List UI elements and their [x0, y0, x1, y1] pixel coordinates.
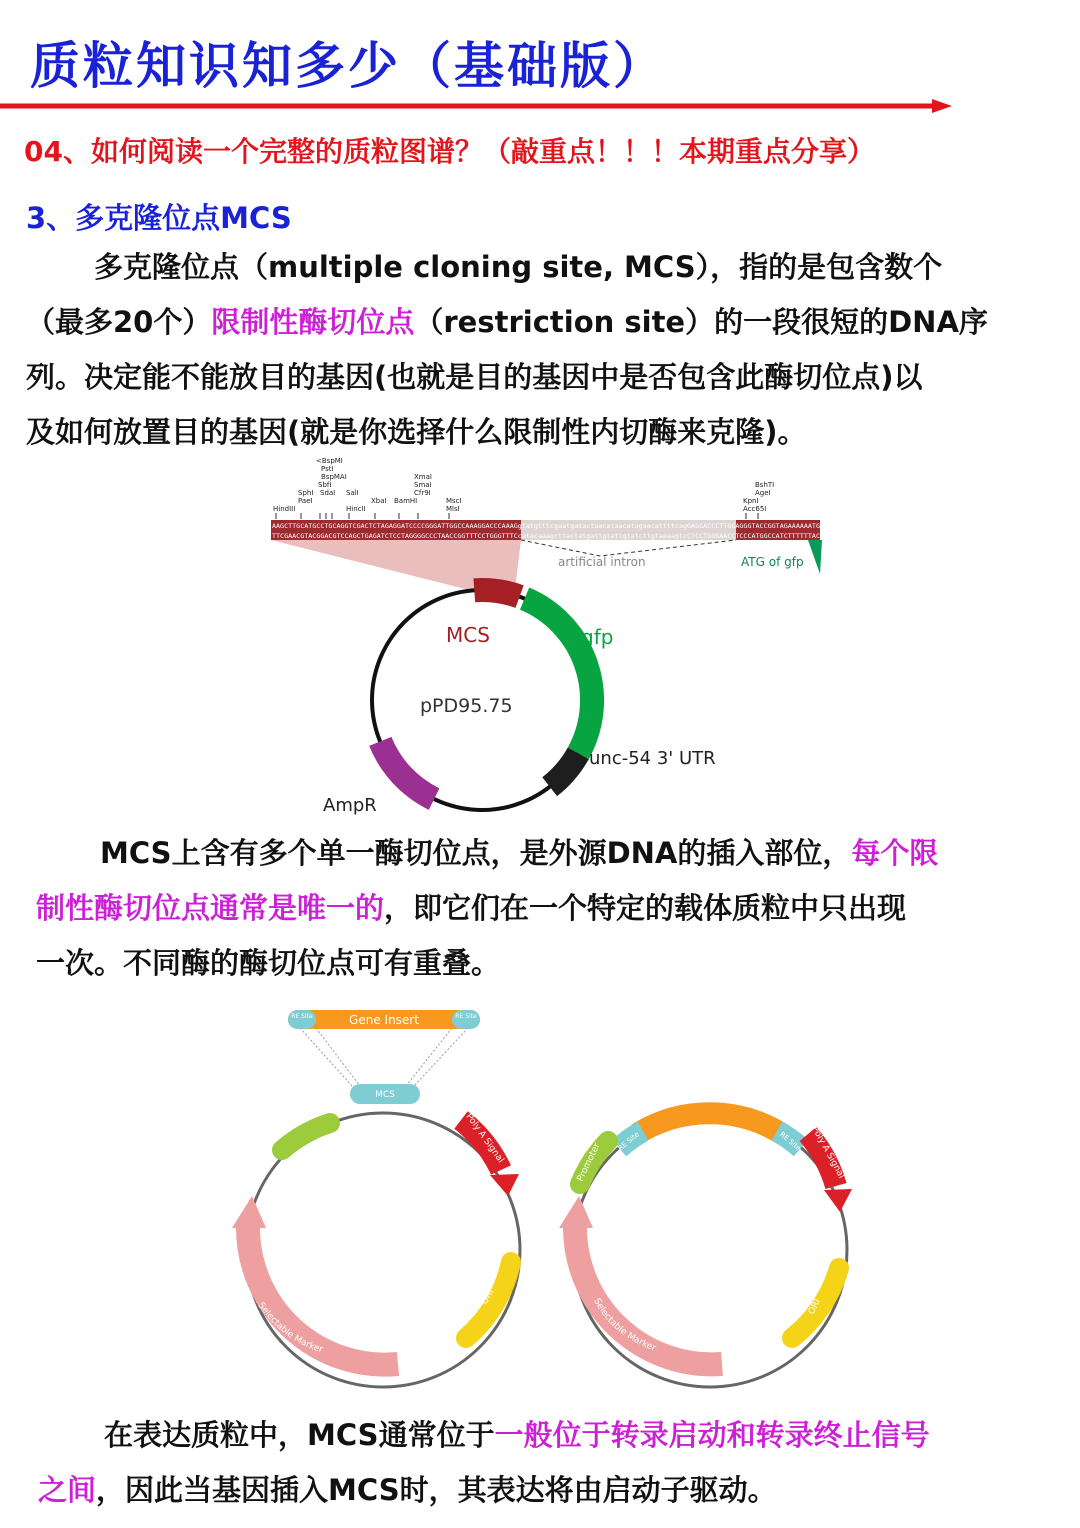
site-label-agei: AgeI — [755, 489, 771, 497]
ppd95-75-plasmid-figure — [0, 450, 1080, 820]
poly-a-arrowhead — [490, 1174, 519, 1196]
paragraph-line — [36, 826, 938, 881]
site-label-kpni: KpnI — [743, 497, 759, 505]
site-label-msci: MscI — [446, 497, 462, 505]
ampr-label: AmpR — [323, 795, 377, 816]
intron-label: artificial intron — [558, 555, 646, 569]
selectable-marker-arrowhead — [232, 1196, 266, 1228]
highlight-text: 制性酶切位点通常是唯一的 — [36, 891, 385, 925]
gene-insert-label: Gene Insert — [349, 1013, 419, 1027]
plasmid-backbone — [573, 1113, 847, 1387]
selectable-marker-label: Selectable Marker — [591, 1296, 658, 1354]
site-label-mlsi: MlsI — [446, 505, 460, 513]
paragraph-text: ，因此当基因插入MCS时，其表达将由启动子驱动。 — [96, 1473, 777, 1507]
intron-bracket — [521, 540, 736, 556]
paragraph-line: 列。决定能不能放目的基因(也就是目的基因中是否包含此酶切位点)以 — [26, 360, 923, 394]
title-underline-arrow — [0, 96, 960, 116]
paragraph-line: 一次。不同酶的酶切位点可有重叠。 — [36, 946, 501, 980]
site-label-xmai: XmaI — [414, 473, 432, 481]
paragraph-line — [26, 295, 988, 350]
ori-label: ORI — [479, 1287, 497, 1307]
site-label-paei: PaeI — [298, 497, 313, 505]
paragraph-line — [36, 881, 938, 936]
re-site-label: RE Site — [616, 1130, 641, 1153]
poly-a-label: Poly A Signal — [809, 1124, 847, 1181]
expression-plasmid-figure — [0, 1000, 1080, 1400]
subsection-heading: 3、多克隆位点MCS — [26, 201, 292, 235]
utr-label: unc-54 3' UTR — [589, 748, 716, 769]
highlight-text: 每个限 — [851, 836, 939, 870]
site-label-smai: SmaI — [414, 481, 432, 489]
paragraph-text: （最多20个） — [26, 305, 212, 339]
site-label-sdai: SdaI — [320, 489, 336, 497]
gfp-label: gfp — [581, 625, 614, 649]
atg-label: ATG of gfp — [741, 555, 804, 569]
mcs-uniqueness-paragraph — [36, 826, 938, 991]
page-title: 质粒知识知多少（基础版） — [30, 37, 666, 95]
sequence-bottom-strand: TTCGAACGTACGGACGTCCAGCTGAGATCTCCTAGGGGCCCTAACCGGTTTCCTGGGTTTCcatacaaagcttactatgattgtattgtatcttgtaaaagtcCTCCTGGGAACCTCCCATGGCCATCTTTTTTAC — [272, 532, 821, 540]
poly-a-label: Poly A Signal — [463, 1111, 506, 1166]
site-label-xbai: XbaI — [371, 497, 387, 505]
paragraph-line: 多克隆位点（multiple cloning site, MCS），指的是包含数个 — [94, 250, 943, 284]
site-label-psti: PstI — [321, 465, 334, 473]
utr-segment — [550, 753, 579, 786]
promoter-label: Promoter — [278, 1104, 320, 1135]
poly-a-arrowhead — [824, 1189, 852, 1212]
paragraph-line — [38, 1408, 930, 1463]
highlight-text: 一般位于转录启动和转录终止信号 — [494, 1418, 930, 1452]
site-label-sali: SalI — [346, 489, 359, 497]
paragraph-text: 在表达质粒中，MCS通常位于 — [104, 1418, 495, 1452]
site-label-sphi: SphI — [298, 489, 314, 497]
expression-plasmid-paragraph — [38, 1408, 930, 1518]
promoter-label: Promoter — [575, 1141, 603, 1184]
ampr-segment — [380, 741, 434, 799]
paragraph-line — [38, 1463, 930, 1518]
re-site-label: RE Site — [455, 1013, 477, 1020]
site-label-bamhi: BamHI — [394, 497, 418, 505]
gene-insert-label: Gene Insert — [667, 1078, 734, 1095]
plasmid-empty-vector — [232, 1010, 520, 1387]
selectable-marker-label: Selectable Marker — [255, 1300, 324, 1356]
site-label-bspmi: <BspMI — [316, 457, 343, 465]
section-heading: 04、如何阅读一个完整的质粒图谱？（敲重点！！！本期重点分享） — [24, 135, 875, 168]
highlight-text: 之间 — [38, 1473, 97, 1507]
highlight-text: 限制性酶切位点 — [211, 305, 415, 339]
site-label-hindiii: HindIII — [273, 505, 296, 513]
sequence-top-strand: AAGCTTGCATGCCTGCAGGTCGACTCTAGAGGATCCCCGGGATTGGCCAAAGGACCCAAAGgtatgtttcgaatgatactaacataacatagaacattttcagGAGGACCCTTGGAGGGTACCGGTAGAAAAAATG — [272, 522, 821, 530]
paragraph-text: MCS上含有多个单一酶切位点，是外源DNA的插入部位， — [100, 836, 852, 870]
re-site-label: RE Site — [291, 1013, 313, 1020]
site-label-sbfi: SbfI — [318, 481, 332, 489]
gfp-segment — [525, 599, 592, 754]
mcs-label: MCS — [375, 1090, 395, 1100]
site-label-acc65i: Acc65I — [743, 505, 767, 513]
selectable-marker-segment — [248, 1226, 398, 1365]
paragraph-text: ，即它们在一个特定的载体质粒中只出现 — [384, 891, 907, 925]
site-label-hincii: HincII — [346, 505, 366, 513]
selectable-marker-arrowhead — [559, 1196, 593, 1228]
re-site-label: RE Site — [778, 1130, 803, 1153]
atg-marker — [808, 540, 822, 574]
paragraph-text: （restriction site）的一段很短的DNA序 — [414, 305, 988, 339]
mcs-label: MCS — [446, 623, 490, 647]
plasmid-with-insert — [559, 1079, 852, 1387]
plasmid-name: pPD95.75 — [420, 695, 513, 717]
site-label-cfr9i: Cfr9I — [414, 489, 431, 497]
site-label-bspmai: BspMAI — [321, 473, 347, 481]
gene-insert-segment — [637, 1113, 782, 1134]
ori-label: ORI — [806, 1297, 824, 1317]
mcs-segment — [474, 590, 519, 597]
mcs-definition-paragraph — [26, 240, 988, 460]
paragraph-line: 及如何放置目的基因(就是你选择什么限制性内切酶来克隆)。 — [26, 415, 807, 449]
site-label-bshti: BshTI — [755, 481, 775, 489]
